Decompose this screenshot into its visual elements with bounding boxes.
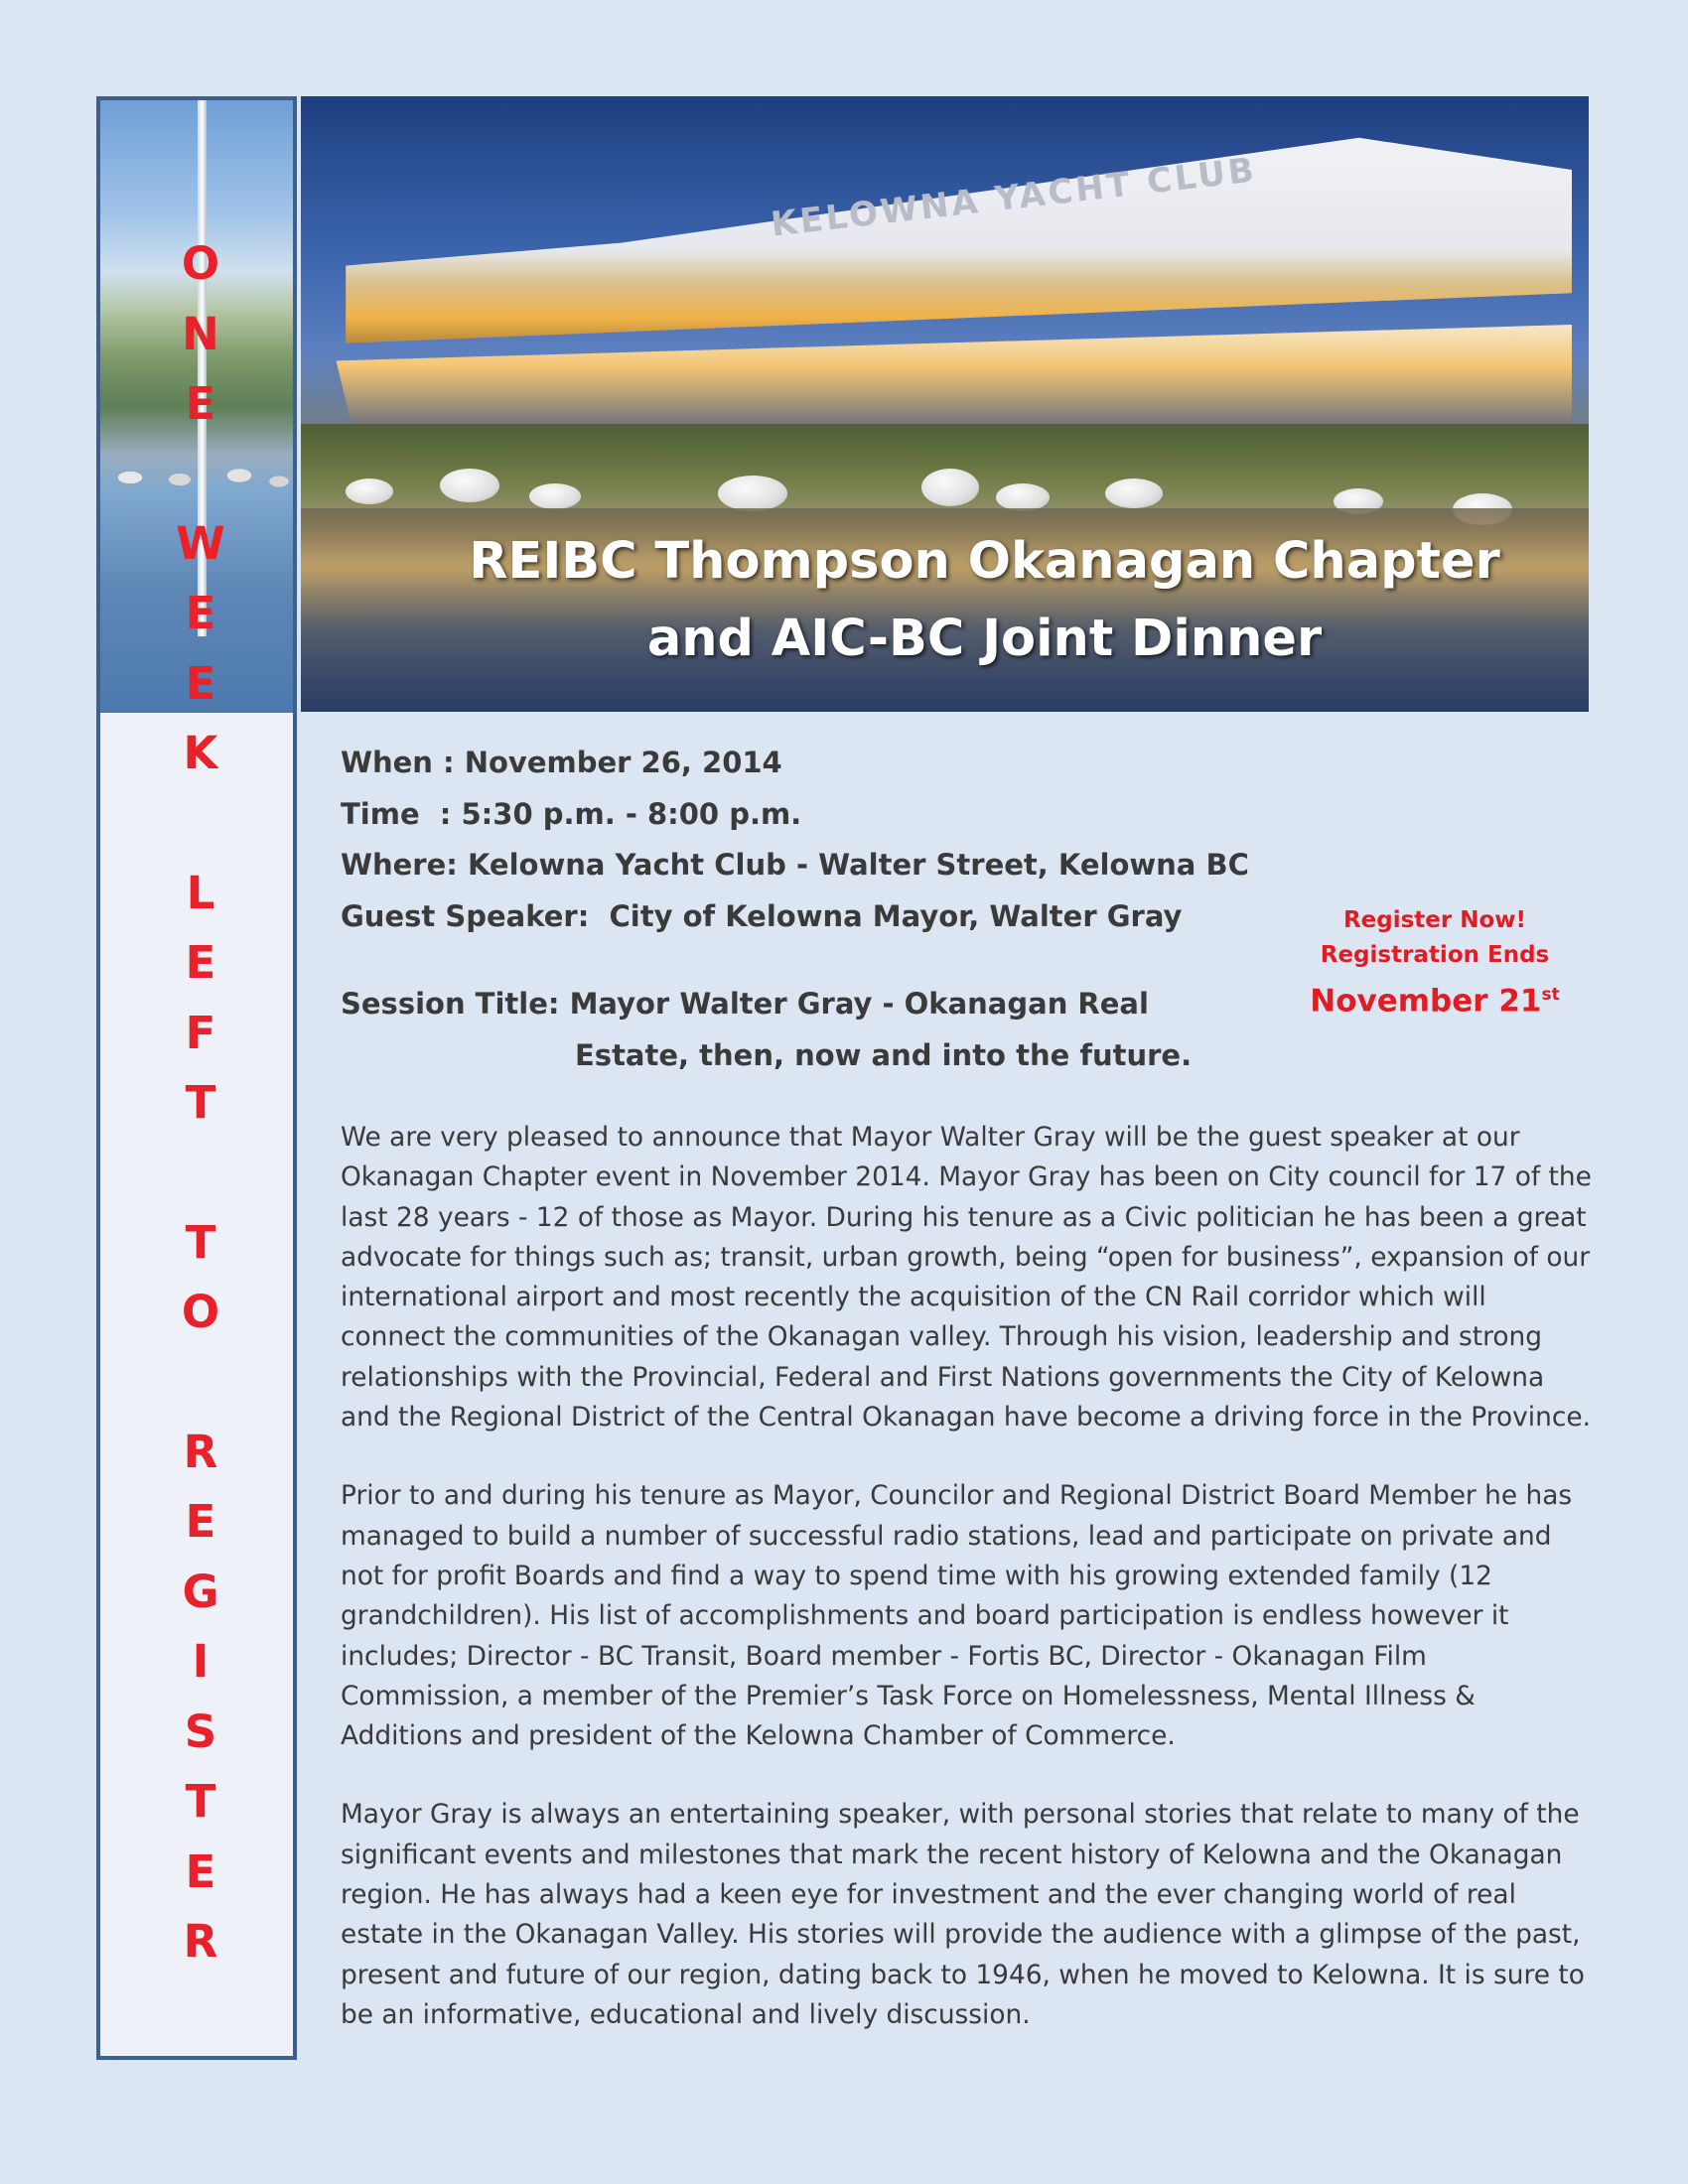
vertical-letter: S <box>184 1705 217 1758</box>
guest-speaker: Guest Speaker: City of Kelowna Mayor, Walter Gray <box>341 898 1183 933</box>
yacht-club-building <box>321 124 1572 352</box>
vertical-letter: E <box>185 1495 216 1548</box>
session-title-line1: Session Title: Mayor Walter Gray - Okanagan Real <box>341 987 1149 1021</box>
vertical-letter: O <box>181 237 220 290</box>
banner-photo <box>301 96 1589 712</box>
vertical-letter: O <box>181 1286 220 1338</box>
session-title-line2: Estate, then, now and into the future. <box>575 1037 1193 1072</box>
vertical-letter: E <box>185 377 216 430</box>
stone <box>529 483 581 509</box>
vertical-word-one <box>178 229 220 440</box>
vertical-letter: F <box>185 1006 216 1059</box>
vertical-letter: G <box>182 1565 219 1618</box>
vertical-letter: L <box>186 866 215 919</box>
vertical-letter: R <box>183 1915 218 1968</box>
vertical-letter: I <box>192 1635 210 1688</box>
vertical-letter: E <box>185 1844 216 1898</box>
deadline-date: November 21 <box>1310 983 1542 1020</box>
vertical-letter: E <box>185 936 216 989</box>
stone <box>1105 478 1163 508</box>
registration-deadline <box>1281 973 1589 1023</box>
vertical-callout <box>100 229 293 1978</box>
vertical-letter: K <box>183 727 218 779</box>
stone <box>718 476 787 511</box>
vertical-letter: E <box>185 656 216 710</box>
register-now-text: Register Now! <box>1342 907 1527 933</box>
vertical-letter: W <box>176 516 225 570</box>
vertical-word-week <box>172 509 225 789</box>
sidebar-panel <box>96 96 297 2060</box>
vertical-letter: E <box>185 587 216 639</box>
stone <box>346 478 393 504</box>
event-title-line1: REIBC Thompson Okanagan Chapter <box>469 532 1500 591</box>
session-title <box>341 979 1284 1081</box>
building-sign: KELOWNA YACHT CLUB <box>769 150 1259 245</box>
event-description <box>341 1118 1597 2074</box>
vertical-letter: T <box>185 1076 216 1129</box>
paragraph-background: Prior to and during his tenure as Mayor, Councilor and Regional District Board Member he has managed to build a number of successful radio stations, lead and participate on private and not for profit Boards and find a way to spend time with his growing extended family (12 grandchildren). His list of accomplishments and board participation is endless however it includes; Director - BC Transit, Board member - Fortis BC, Director - Okanagan Film Commission, a member of the Premier’s Task Force on Homelessness, Mental Illness & Additions and president of the Kelowna Chamber of Commerce. <box>341 1480 1573 1752</box>
event-title-line2: and AIC-BC Joint Dinner <box>646 610 1323 668</box>
vertical-letter: T <box>185 1775 216 1828</box>
vertical-letter: R <box>183 1425 218 1478</box>
vertical-word-left <box>182 859 216 1139</box>
stone <box>996 483 1050 511</box>
event-date: When : November 26, 2014 <box>341 746 782 779</box>
stone <box>921 469 979 506</box>
event-time: Time : 5:30 p.m. - 8:00 p.m. <box>341 796 802 831</box>
paragraph-speaker: Mayor Gray is always an entertaining speaker, with personal stories that relate to many of the significant events and milestones that mark the recent history of Kelowna and the Okanagan region. He has always had a keen eye for investment and the ever changing world of real estate in the Okanagan Valley. His stories will provide the audience with a glimpse of the past, present and future of our region, dating back to 1946, when he moved to Kelowna. It is sure to be an informative, educational and lively discussion. <box>341 1799 1585 2030</box>
vertical-word-register <box>179 1418 219 1978</box>
stone <box>440 469 499 502</box>
paragraph-intro: We are very pleased to announce that Mayor Walter Gray will be the guest speaker at our Okanagan Chapter event in November 2014. Mayor Gray has been on City council for 17 of the last 28 years - 12 of those as Mayor. During his tenure as a Civic politician he has been a great advocate for things such as; transit, urban growth, being “open for business”, expansion of our international airport and most recently the acquisition of the CN Rail corridor which will connect the communities of the Okanagan valley. Through his vision, leadership and strong relationships with the Provincial, Federal and First Nations governments the City of Kelowna and the Regional District of the Central Okanagan have become a driving force in the Province. <box>341 1122 1592 1433</box>
vertical-letter: N <box>182 307 219 360</box>
event-details <box>341 738 1284 942</box>
vertical-word-to <box>178 1208 220 1348</box>
deadline-suffix: st <box>1541 985 1560 1005</box>
event-title <box>341 523 1589 678</box>
registration-callout <box>1281 903 1589 1023</box>
vertical-letter: T <box>185 1215 216 1269</box>
registration-ends-text: Registration Ends <box>1320 942 1550 968</box>
event-location: Where: Kelowna Yacht Club - Walter Street, Kelowna BC <box>341 848 1249 882</box>
